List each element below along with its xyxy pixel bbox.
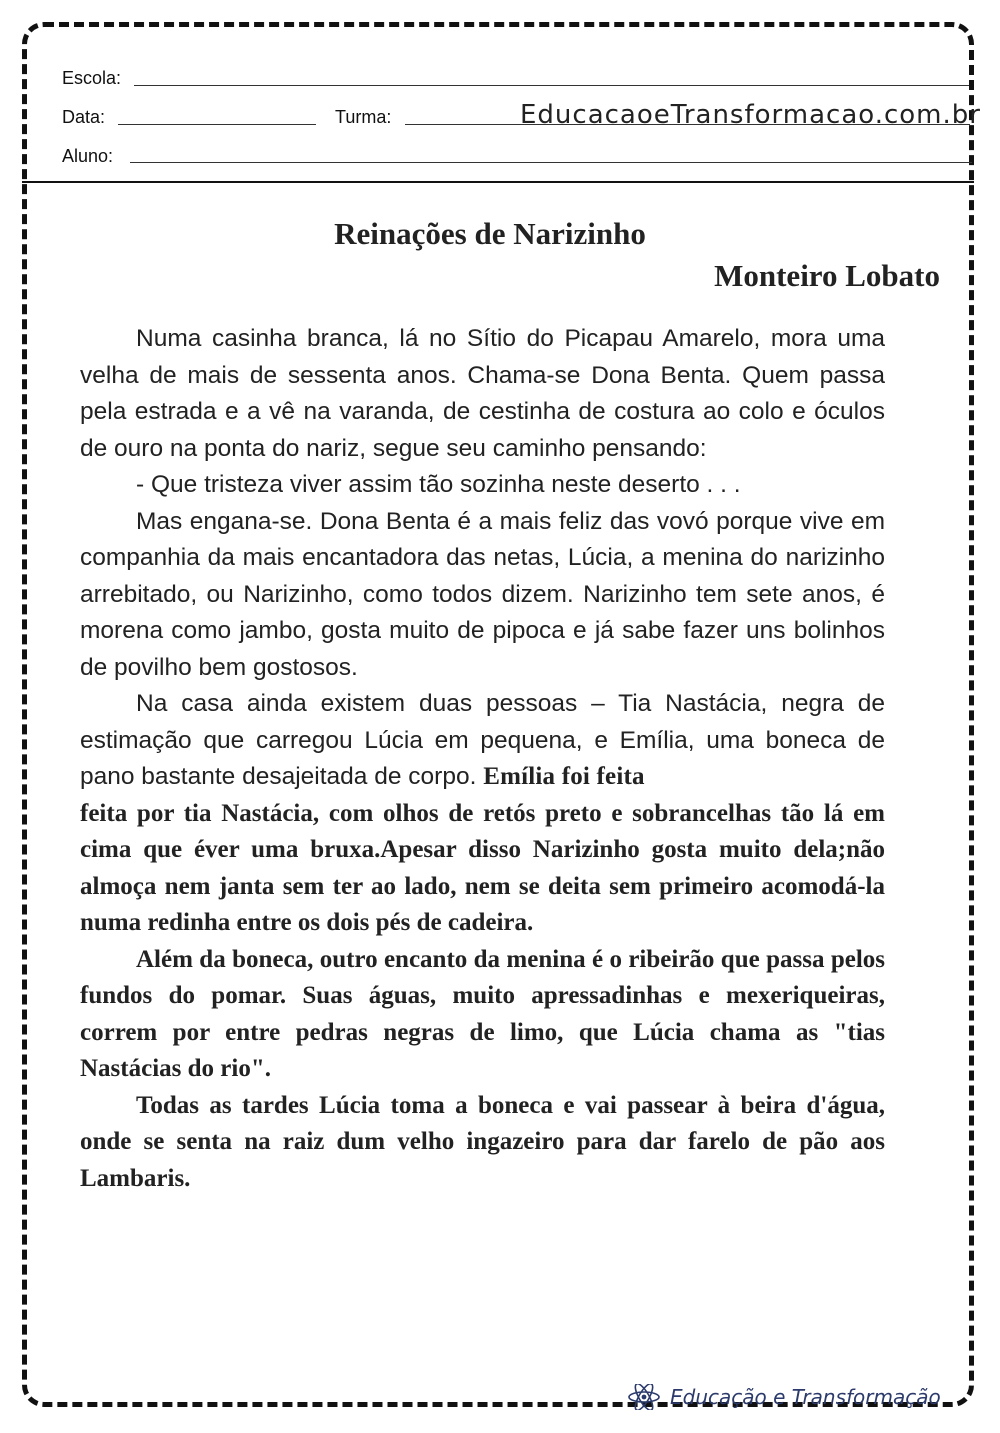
class-label: Turma: — [335, 107, 392, 127]
atom-icon — [626, 1384, 662, 1410]
document-author: Monteiro Lobato — [714, 258, 940, 293]
footer-brand: Educação e Transformação — [670, 1385, 941, 1409]
paragraph-5: Além da boneca, outro encanto da menina é o ribeirão que passa pelos fundos do pomar. Suas águas, muito apressadinhas e mexeriqueiras, correm por entre pedras negras de limo, que Lúcia chama as "tias Nastácias do rio". — [80, 945, 885, 1082]
paragraph-1: Numa casinha branca, lá no Sítio do Picapau Amarelo, mora uma velha de mais de sessenta anos. Chama-se Dona Benta. Quem passa pela estrada e a vê na varanda, de cestinha de costura ao colo e óculos de ouro na ponta do nariz, segue seu caminho pensando: — [80, 325, 885, 462]
paragraph-6: Todas as tardes Lúcia toma a boneca e vai passear à beira d'água, onde se senta na raiz dum velho ingazeiro para dar farelo de pão aos Lambaris. — [80, 1091, 885, 1192]
paragraph-4-continued: feita por tia Nastácia, com olhos de retós preto e sobrancelhas tão lá em cima que éver uma bruxa.Apesar disso Narizinho gosta muito dela;não almoça nem janta sem ter ao lado, nem se deita sem primeiro acomodá-la numa redinha entre os dois pés de cadeira. — [80, 799, 885, 936]
site-url: EducacaoeTransformacao.com.br — [520, 100, 981, 130]
paragraph-4 — [80, 686, 885, 796]
document-body — [80, 321, 885, 1197]
paragraph-3: Mas engana-se. Dona Benta é a mais feliz das vovó porque vive em companhia da mais encantadora das netas, Lúcia, a menina do narizinho arrebitado, ou Narizinho, como todos dizem. Narizinho tem sete anos, é morena como jambo, gosta muito de pipoca e já sabe fazer uns bolinhos de povilho bem gostosos. — [80, 507, 885, 681]
date-label: Data: — [62, 107, 106, 127]
paragraph-4-sans: Na casa ainda existem duas pessoas – Tia Nastácia, negra de estimação que carregou Lúcia em pequena, e Emília, uma boneca de pano bastante desajeitada de corpo. — [80, 690, 885, 790]
student-field[interactable] — [130, 162, 972, 163]
paragraph-2: - Que tristeza viver assim tão sozinha neste deserto . . . — [136, 471, 741, 498]
date-field[interactable] — [118, 124, 316, 125]
header-separator — [22, 181, 974, 183]
school-label: Escola: — [62, 68, 122, 88]
student-label: Aluno: — [62, 146, 114, 166]
document-title: Reinações de Narizinho — [334, 216, 646, 251]
paragraph-4-inline: Emília foi feita — [483, 763, 645, 790]
school-field[interactable] — [134, 85, 969, 86]
footer-logo — [626, 1384, 941, 1410]
